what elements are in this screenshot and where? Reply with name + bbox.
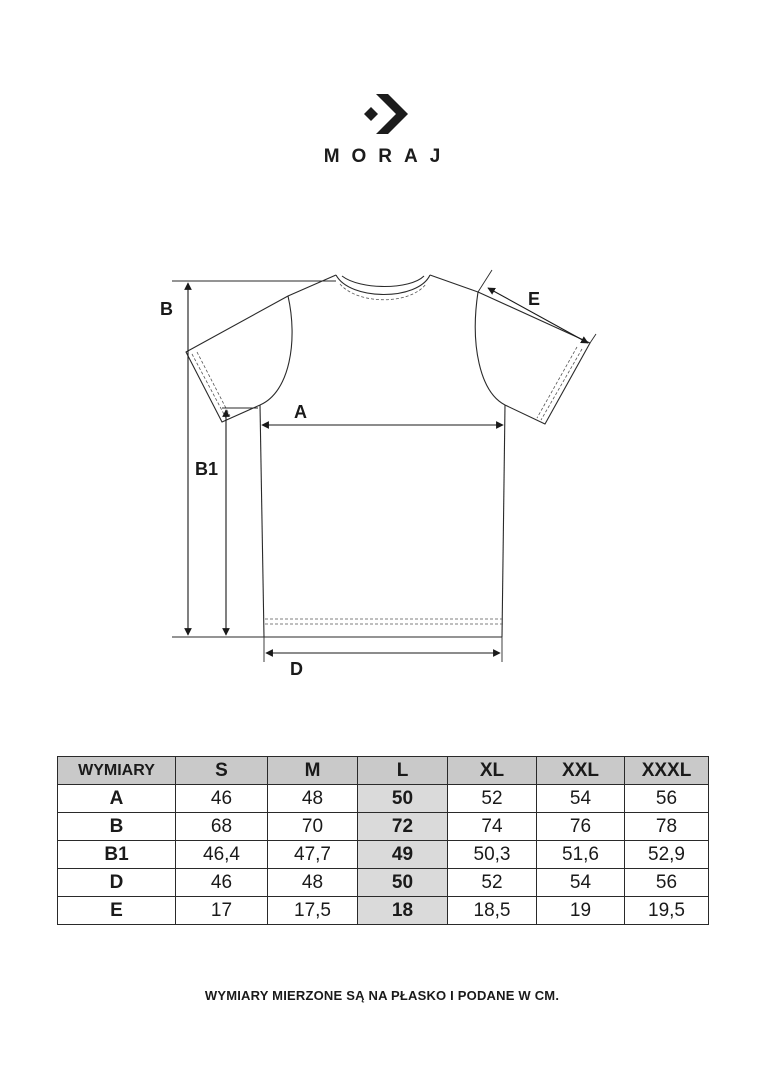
tshirt-outline xyxy=(186,275,590,637)
table-cell: 50,3 xyxy=(448,841,537,869)
table-cell: 17,5 xyxy=(268,897,358,925)
dimension-label-b: B xyxy=(160,299,173,319)
table-cell: 51,6 xyxy=(537,841,625,869)
table-cell: 18,5 xyxy=(448,897,537,925)
table-cell: 52 xyxy=(448,785,537,813)
table-row xyxy=(58,897,709,925)
table-cell: 47,7 xyxy=(268,841,358,869)
table-cell: 48 xyxy=(268,869,358,897)
table-cell-highlighted: 72 xyxy=(358,813,448,841)
size-table xyxy=(57,756,709,925)
extension-lines xyxy=(172,270,596,662)
table-cell: 52 xyxy=(448,869,537,897)
table-cell: 74 xyxy=(448,813,537,841)
table-cell: 54 xyxy=(537,869,625,897)
table-cell: 68 xyxy=(176,813,268,841)
measurement-footnote: WYMIARY MIERZONE SĄ NA PŁASKO I PODANE W CM. xyxy=(204,988,560,1003)
table-cell: 19 xyxy=(537,897,625,925)
size-header: XXL xyxy=(537,757,625,785)
row-label: D xyxy=(58,869,176,897)
row-label: E xyxy=(58,897,176,925)
dimension-label-e: E xyxy=(528,289,541,309)
table-cell: 56 xyxy=(625,869,709,897)
row-label: A xyxy=(58,785,176,813)
table-cell: 56 xyxy=(625,785,709,813)
table-corner-header: WYMIARY xyxy=(58,757,176,785)
table-cell: 52,9 xyxy=(625,841,709,869)
table-cell-highlighted: 50 xyxy=(358,869,448,897)
table-cell: 46 xyxy=(176,785,268,813)
brand-name: MORAJ xyxy=(323,146,453,167)
table-cell: 54 xyxy=(537,785,625,813)
stitching-lines xyxy=(192,284,582,624)
table-cell: 17 xyxy=(176,897,268,925)
table-cell: 48 xyxy=(268,785,358,813)
row-label: B1 xyxy=(58,841,176,869)
table-row xyxy=(58,813,709,841)
dimension-label-d: D xyxy=(290,659,303,679)
size-header: L xyxy=(358,757,448,785)
table-cell-highlighted: 18 xyxy=(358,897,448,925)
size-header: M xyxy=(268,757,358,785)
table-cell: 78 xyxy=(625,813,709,841)
table-cell-highlighted: 49 xyxy=(358,841,448,869)
table-cell: 76 xyxy=(537,813,625,841)
table-row xyxy=(58,869,709,897)
size-header: S xyxy=(176,757,268,785)
table-cell: 46,4 xyxy=(176,841,268,869)
table-cell: 19,5 xyxy=(625,897,709,925)
size-header: XXXL xyxy=(625,757,709,785)
row-label: B xyxy=(58,813,176,841)
dimension-label-b1: B1 xyxy=(195,459,219,479)
size-header: XL xyxy=(448,757,537,785)
dimension-arrows xyxy=(188,283,588,653)
table-cell: 70 xyxy=(268,813,358,841)
table-row xyxy=(58,785,709,813)
table-header-row xyxy=(58,757,709,785)
table-row xyxy=(58,841,709,869)
dimension-label-a: A xyxy=(294,402,307,422)
table-cell-highlighted: 50 xyxy=(358,785,448,813)
table-cell: 46 xyxy=(176,869,268,897)
